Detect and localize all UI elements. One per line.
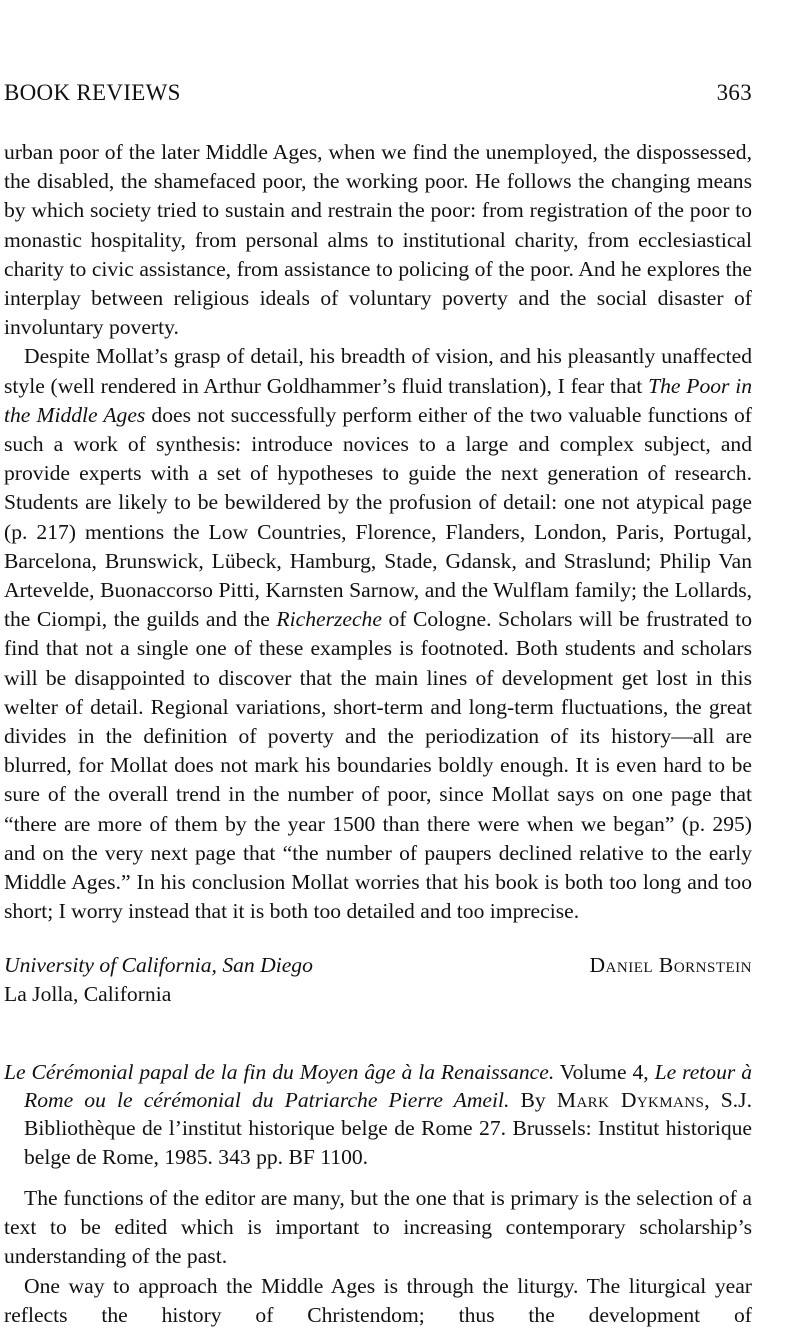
review-body — [4, 138, 752, 926]
page-number: 363 — [716, 80, 752, 105]
review2-body — [4, 1184, 752, 1330]
reviewer-institution: University of California, San Diego — [4, 953, 313, 977]
citation-subtitle: Le retour à Rome ou le cérémonial du Patriarche Pierre Ameil. — [24, 1060, 752, 1113]
review2-paragraph-2: One way to approach the Middle Ages is through the liturgy. The liturgical year reflects the history of Christendom; thus the development of — [4, 1273, 752, 1327]
reviewer-signature — [4, 951, 752, 1009]
citation-by: By — [509, 1088, 557, 1113]
paragraph-text: of Cologne. Scholars will be frustrated to find that not a single one of these examples is footnoted. Both students and scholars will be disappointed to discover that the main lines of development get lost in this welter of detail. Regional variations, short-term and long-term fluctuations, the great divides in the definition of poverty and the periodization of its history—all are blurred, for Mollat does not mark his boundaries boldly enough. It is even hard to be sure of the overall trend in the number of poor, since Mollat says on one page that “there are more of them by the year 1500 than there were when we began” (p. 295) and on the very next page that “the number of paupers declined relative to the early Middle Ages.” In his conclusion Mollat worries that his book is both too long and too short; I worry instead that it is both too detailed and too imprecise. — [4, 607, 752, 924]
foreign-term: Richerzeche — [276, 607, 382, 632]
citation-author: Mark Dykmans — [556, 1088, 705, 1113]
running-header — [4, 80, 752, 114]
review2-paragraph-1: The functions of the editor are many, but the one that is primary is the selection of a text to be edited which is important to increasing contemporary scholarship’s understanding of the past. — [4, 1186, 752, 1269]
citation-volume: Volume 4, — [554, 1060, 655, 1084]
paragraph-text: Despite Mollat’s grasp of detail, his breadth of vision, and his pleasantly unaffected style (well rendered in Arthur Goldhammer’s fluid translation), I fear that — [4, 344, 752, 398]
reviewer-name: Daniel Bornstein — [589, 953, 752, 977]
book-citation — [4, 1058, 752, 1171]
review-paragraph-1: urban poor of the later Middle Ages, when we find the unemployed, the dispossessed, the disabled, the shamefaced poor, the working poor. He follows the changing means by which society tried to sustain and restrain the poor: from registration of the poor to monastic hospitality, from personal alms to institutional charity, from ecclesiastical charity to civic assistance, from assistance to policing of the poor. And he explores the interplay between religious ideals of voluntary poverty and the social disaster of involuntary poverty. — [4, 140, 752, 340]
review-paragraph-2 — [4, 342, 752, 926]
paragraph-text: does not successfully perform either of the two valuable functions of such a work of synthesis: introduce novices to a large and complex subject, and provide experts with a set of hypotheses to guide the next generation of research. Students are likely to be bewildered by the profusion of detail: one not atypical page (p. 217) mentions the Low Countries, Florence, Flanders, London, Paris, Portugal, Barcelona, Brunswick, Lübeck, Hamburg, Stade, Gdansk, and Straslund; Philip Van Artevelde, Buonaccorso Pitti, Karnsten Sarnow, and the Wulflam family; the Lollards, the Ciompi, the guilds and the — [4, 402, 752, 632]
running-title: BOOK REVIEWS — [4, 80, 181, 105]
citation-title: Le Cérémonial papal de la fin du Moyen âge à la Renaissance. — [4, 1060, 555, 1084]
reviewer-city: La Jolla, California — [4, 982, 172, 1007]
citation-publication: , S.J. Bibliothèque de l’institut historique belge de Rome 27. Brussels: Institut historique belge de Rome, 1985. 343 pp. BF 1100. — [24, 1088, 752, 1169]
book-title-reference: The Poor in the Middle Ages — [4, 373, 753, 427]
